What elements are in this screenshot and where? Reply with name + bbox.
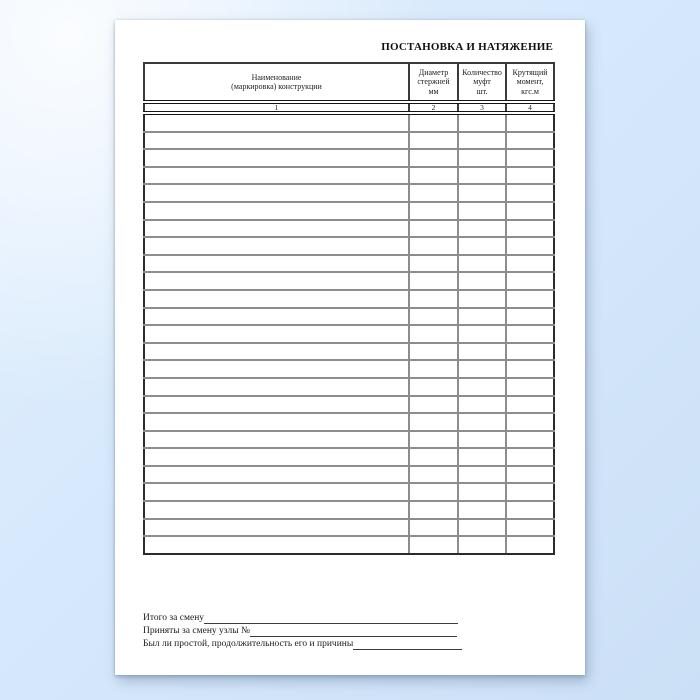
empty-table-row	[144, 343, 554, 361]
fill-in-label: Итого за смену	[143, 613, 205, 623]
empty-cell	[506, 483, 554, 501]
column-index: 3	[458, 102, 506, 113]
empty-cell	[506, 132, 554, 150]
empty-cell	[144, 448, 409, 466]
empty-cell	[458, 184, 506, 202]
empty-cell	[144, 360, 409, 378]
empty-cell	[458, 237, 506, 255]
empty-cell	[506, 378, 554, 396]
empty-cell	[144, 536, 409, 554]
empty-cell	[409, 290, 458, 308]
empty-cell	[506, 308, 554, 326]
empty-cell	[144, 431, 409, 449]
empty-cell	[506, 501, 554, 519]
empty-cell	[458, 378, 506, 396]
empty-cell	[458, 325, 506, 343]
empty-cell	[506, 448, 554, 466]
empty-cell	[506, 360, 554, 378]
empty-cell	[458, 501, 506, 519]
table-body	[144, 113, 554, 554]
empty-cell	[409, 396, 458, 414]
empty-table-row	[144, 290, 554, 308]
empty-cell	[506, 237, 554, 255]
column-header: Количество муфт шт.	[458, 63, 506, 102]
empty-table-row	[144, 413, 554, 431]
empty-cell	[458, 466, 506, 484]
empty-cell	[144, 290, 409, 308]
empty-cell	[409, 237, 458, 255]
empty-cell	[409, 272, 458, 290]
blank-underline	[250, 636, 457, 637]
empty-cell	[409, 431, 458, 449]
empty-table-row	[144, 272, 554, 290]
fill-in-line	[143, 625, 457, 638]
empty-cell	[506, 202, 554, 220]
empty-cell	[144, 325, 409, 343]
empty-cell	[458, 536, 506, 554]
empty-cell	[144, 113, 409, 132]
empty-table-row	[144, 255, 554, 273]
empty-cell	[506, 255, 554, 273]
empty-cell	[144, 272, 409, 290]
empty-cell	[409, 113, 458, 132]
empty-cell	[458, 167, 506, 185]
empty-table-row	[144, 325, 554, 343]
empty-table-row	[144, 519, 554, 537]
empty-table-row	[144, 448, 554, 466]
column-header: Крутящий момент, кгс.м	[506, 63, 554, 102]
empty-table-row	[144, 202, 554, 220]
blank-underline	[353, 649, 462, 650]
empty-cell	[144, 167, 409, 185]
empty-table-row	[144, 220, 554, 238]
header-row	[144, 63, 554, 102]
empty-cell	[144, 413, 409, 431]
empty-cell	[506, 220, 554, 238]
empty-cell	[506, 272, 554, 290]
empty-cell	[506, 413, 554, 431]
empty-table-row	[144, 396, 554, 414]
empty-cell	[144, 501, 409, 519]
empty-cell	[506, 113, 554, 132]
empty-cell	[144, 132, 409, 150]
empty-cell	[409, 202, 458, 220]
empty-cell	[409, 519, 458, 537]
empty-table-row	[144, 536, 554, 554]
empty-cell	[458, 202, 506, 220]
column-index: 2	[409, 102, 458, 113]
empty-cell	[409, 378, 458, 396]
empty-cell	[409, 132, 458, 150]
empty-cell	[144, 519, 409, 537]
empty-cell	[458, 396, 506, 414]
empty-cell	[458, 113, 506, 132]
empty-cell	[506, 431, 554, 449]
empty-cell	[144, 202, 409, 220]
empty-cell	[506, 519, 554, 537]
empty-table-row	[144, 113, 554, 132]
empty-cell	[144, 149, 409, 167]
empty-cell	[458, 343, 506, 361]
empty-table-row	[144, 483, 554, 501]
column-index: 4	[506, 102, 554, 113]
empty-cell	[144, 220, 409, 238]
empty-cell	[409, 501, 458, 519]
empty-cell	[458, 272, 506, 290]
empty-table-row	[144, 308, 554, 326]
empty-cell	[506, 466, 554, 484]
empty-table-row	[144, 378, 554, 396]
empty-cell	[458, 483, 506, 501]
empty-cell	[144, 343, 409, 361]
column-index-row	[144, 102, 554, 113]
empty-cell	[506, 149, 554, 167]
empty-cell	[458, 308, 506, 326]
empty-cell	[409, 308, 458, 326]
empty-cell	[409, 325, 458, 343]
empty-table-row	[144, 132, 554, 150]
fill-in-label: Был ли простой, продолжительность его и причины	[143, 639, 354, 649]
empty-cell	[144, 396, 409, 414]
column-index: 1	[144, 102, 409, 113]
form-title: ПОСТАНОВКА И НАТЯЖЕНИЕ	[381, 41, 553, 53]
empty-cell	[409, 483, 458, 501]
column-header: Диаметр стержней мм	[409, 63, 458, 102]
empty-cell	[144, 237, 409, 255]
empty-cell	[458, 448, 506, 466]
empty-cell	[458, 290, 506, 308]
empty-table-row	[144, 501, 554, 519]
table-header	[144, 63, 554, 113]
blank-underline	[204, 623, 458, 624]
empty-table-row	[144, 360, 554, 378]
empty-cell	[458, 220, 506, 238]
empty-table-row	[144, 184, 554, 202]
empty-cell	[144, 378, 409, 396]
empty-cell	[458, 431, 506, 449]
empty-table-row	[144, 237, 554, 255]
empty-cell	[506, 343, 554, 361]
empty-cell	[409, 360, 458, 378]
column-header: Наименование (маркировка) конструкции	[144, 63, 409, 102]
empty-table-row	[144, 466, 554, 484]
footer-lines	[143, 612, 462, 651]
empty-cell	[506, 325, 554, 343]
empty-cell	[458, 519, 506, 537]
empty-cell	[409, 167, 458, 185]
empty-cell	[506, 290, 554, 308]
empty-cell	[409, 255, 458, 273]
empty-cell	[458, 413, 506, 431]
empty-cell	[458, 360, 506, 378]
empty-cell	[409, 448, 458, 466]
empty-cell	[409, 184, 458, 202]
empty-cell	[409, 413, 458, 431]
fill-in-line	[143, 638, 462, 651]
empty-table-row	[144, 167, 554, 185]
empty-cell	[409, 220, 458, 238]
empty-cell	[409, 536, 458, 554]
empty-cell	[144, 255, 409, 273]
empty-cell	[144, 483, 409, 501]
empty-cell	[506, 184, 554, 202]
empty-cell	[144, 308, 409, 326]
empty-cell	[506, 536, 554, 554]
empty-cell	[458, 132, 506, 150]
form-table	[143, 62, 555, 555]
empty-cell	[506, 396, 554, 414]
empty-cell	[409, 149, 458, 167]
empty-cell	[458, 255, 506, 273]
empty-cell	[144, 184, 409, 202]
empty-cell	[144, 466, 409, 484]
empty-cell	[506, 167, 554, 185]
document-page	[115, 20, 585, 675]
empty-cell	[409, 343, 458, 361]
fill-in-label: Приняты за смену узлы №	[143, 626, 251, 636]
empty-cell	[458, 149, 506, 167]
empty-table-row	[144, 149, 554, 167]
fill-in-line	[143, 612, 458, 625]
empty-table-row	[144, 431, 554, 449]
empty-cell	[409, 466, 458, 484]
